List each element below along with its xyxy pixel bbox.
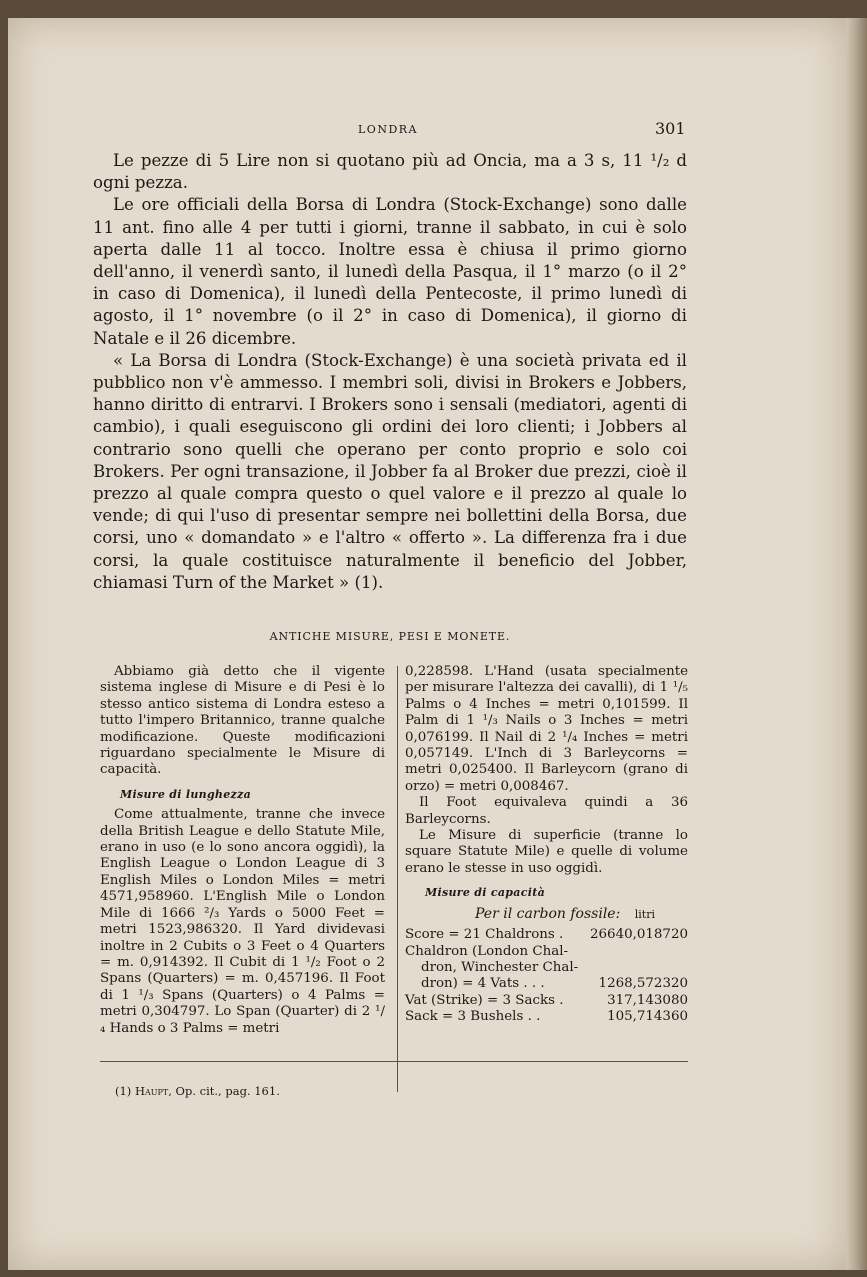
page-edge (846, 18, 867, 1270)
row-value: 1268,572320 (598, 976, 688, 992)
row-item: Vat (Strike) = 3 Sacks . (405, 992, 564, 1008)
capacity-table (405, 927, 688, 1025)
left-column (100, 664, 385, 1037)
right-para-2: Il Foot equivaleva quindi a 36 Barleycorns. (405, 795, 688, 827)
running-head (0, 121, 867, 141)
paragraph-1: Le pezze di 5 Lire non si quotano più ad Oncia, ma a 3 s, 11 ¹/₂ d ogni pezza. (93, 151, 687, 193)
right-para-3: Le Misure di superficie (tranne lo square Statute Mile) e quelle di volume erano le stesse in uso oggidì. (405, 828, 688, 876)
left-subheading: Misure di lunghezza (120, 787, 252, 801)
paragraph-2: Le ore officiali della Borsa di Londra (Stock-Exchange) sono dalle 11 ant. fino alle 4 per tutti i giorni, tranne il sabbato, in cui è solo aperta dalle 11 al tocco. Inoltre essa è chiusa il primo giorno dell'anno, il venerdì santo, il lunedì della Pasqua, il 1° marzo (o il 2° in caso di Domenica), il lunedì della Pentecoste, il primo lunedì di agosto, il 1° novembre (o il 2° in caso di Domenica), il giorno di Natale e il 26 dicembre. (93, 195, 687, 348)
row-item: Sack = 3 Bushels . . (405, 1009, 541, 1025)
table-caption-text: Per il carbon fossile: (475, 905, 621, 922)
table-row (405, 944, 688, 993)
row-item: Score = 21 Chaldrons . (405, 927, 564, 943)
paragraph-3: « La Borsa di Londra (Stock-Exchange) è una società privata ed il pubblico non v'è ammesso. I membri soli, divisi in Brokers e Jobbers, hanno diritto di entrarvi. I Brokers sono i sensali (mediatori, agenti di cambio), i quali eseguiscono gli ordini dei loro clienti; i Jobbers al contrario sono quelli che operano per conto proprio e solo coi Brokers. Per ogni transazione, il Jobber fa al Broker due prezzi, cioè il prezzo al quale compra questo o quel valore e il prezzo al quale lo vende; di qui l'uso di presentar sempre nei bollettini della Borsa, due corsi, uno « domandato » e l'altro « offerto ». La differenza fra i due corsi, la quale costituisce naturalmente il beneficio del Jobber, chiamasi Turn of the Market » (1). (93, 350, 687, 592)
footnote-marker: (1) (115, 1084, 132, 1098)
footnote-rest: , Op. cit., pag. 161. (168, 1084, 280, 1098)
left-body: Come attualmente, tranne che invece della British League e dello Statute Mile, erano in uso (e lo sono ancora oggidì), la English League o London League di 3 English Miles o London Miles = metri 4571,958960. L'English Mile o London Mile di 1666 ²/₃ Yards o 5000 Feet = metri 1523,986320. Il Yard dividevasi inoltre in 2 Cubits o 3 Feet o 4 Quarters = m. 0,914392. Il Cubit di 1 ¹/₂ Foot o 2 Spans (Quarters) = m. 0,457196. Il Foot di 1 ¹/₃ Spans (Quarters) o 4 Palms = metri 0,304797. Lo Span (Quarter) di 2 ¹/₄ Hands o 3 Palms = metri (100, 807, 385, 1036)
running-head-title: LONDRA (358, 123, 418, 136)
table-row (405, 1009, 688, 1025)
row-value: 105,714360 (607, 1009, 688, 1025)
column-divider (397, 666, 398, 1092)
footnote-rule (100, 1061, 688, 1062)
row-item-line: Chaldron (London Chal- (405, 943, 569, 959)
left-intro: Abbiamo già detto che il vigente sistema inglese di Misure e di Pesi è lo stesso antico sistema di Londra esteso a tutto l'impero Britannico, tranne qualche modificazione. Queste modificazioni riguardano specialmente le Misure di capacità. (100, 664, 385, 778)
main-text (93, 150, 687, 594)
section-title: ANTICHE MISURE, PESI E MONETE. (269, 630, 511, 643)
footnote-author: Haupt (134, 1084, 169, 1098)
page-number: 301 (655, 119, 686, 138)
right-column (405, 664, 688, 1026)
table-unit: litri (634, 907, 655, 921)
table-row (405, 927, 688, 943)
row-value: 26640,018720 (590, 927, 688, 943)
right-subheading: Misure di capacità (425, 886, 545, 900)
table-row (405, 993, 688, 1009)
table-caption (475, 906, 688, 923)
footnote (115, 1084, 280, 1098)
row-item-cont: dron, Winchester Chal- (421, 959, 579, 975)
row-item (405, 944, 583, 993)
row-value: 317,143080 (607, 992, 688, 1008)
right-continuation: 0,228598. L'Hand (usata specialmente per misurare l'altezza dei cavalli), di 1 ¹/₅ Palms o 4 Inches = metri 0,101599. Il Palm di 1 ¹/₃ Nails o 3 Inches = metri 0,076199. Il Nail di 2 ¹/₄ Inches = metri 0,057149. L'Inch di 3 Barleycorns = metri 0,025400. Il Barleycorn (grano di orzo) = metri 0,008467. (405, 664, 688, 794)
row-item-cont2: dron) = 4 Vats . . . (421, 976, 545, 992)
